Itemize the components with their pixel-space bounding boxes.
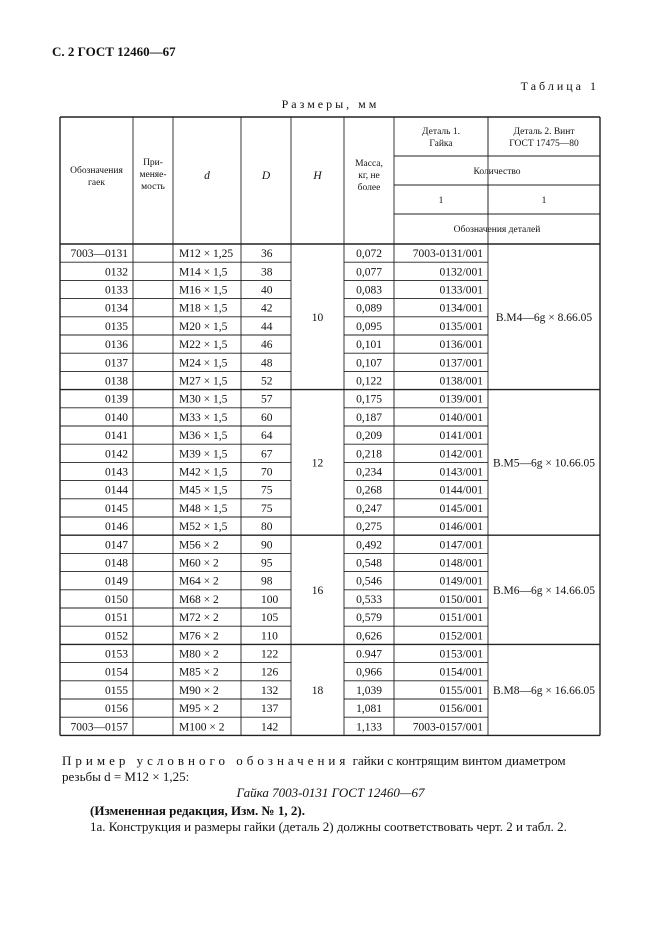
screw-designation-cell: B.M4—6g × 8.66.05 xyxy=(495,311,593,324)
mass-cell: 0,548 xyxy=(356,557,382,570)
height-H-cell: 10 xyxy=(311,311,324,324)
mass-cell: 0,095 xyxy=(356,320,382,333)
mass-cell: 0,247 xyxy=(356,502,382,515)
designation-cell: 7003—0157 xyxy=(70,721,128,734)
part1-designation-cell: 0144/001 xyxy=(439,484,483,497)
outer-diameter-cell: 98 xyxy=(261,575,273,588)
designation-cell: 0138 xyxy=(105,375,128,388)
header-D: D xyxy=(261,170,271,182)
thread-d-cell: M52 × 1,5 xyxy=(179,521,228,534)
thread-d-cell: M48 × 1,5 xyxy=(179,502,228,515)
outer-diameter-cell: 57 xyxy=(261,393,273,406)
outer-diameter-cell: 95 xyxy=(261,557,273,570)
outer-diameter-cell: 80 xyxy=(261,521,273,534)
mass-cell: 0,175 xyxy=(356,393,382,406)
example-text: гайки с контрящим винтом диаметром резьбы d = M12 × 1,25: xyxy=(62,753,566,784)
header-detail2: Деталь 2. Винт xyxy=(513,127,575,137)
part1-designation-cell: 0134/001 xyxy=(439,302,483,315)
table-number: Таблица 1 xyxy=(520,79,599,93)
mass-cell: 0,187 xyxy=(356,411,382,424)
mass-cell: 0,275 xyxy=(356,521,382,534)
outer-diameter-cell: 38 xyxy=(261,266,273,279)
designation-cell: 0154 xyxy=(105,666,128,679)
screw-designation-cell: B.M6—6g × 14.66.05 xyxy=(492,584,596,597)
part1-designation-cell: 0137/001 xyxy=(439,357,483,370)
part1-designation-cell: 0146/001 xyxy=(439,521,483,534)
mass-cell: 0,107 xyxy=(356,357,382,370)
outer-diameter-cell: 48 xyxy=(261,357,273,370)
table-units: Размеры, мм xyxy=(281,97,380,111)
mass-cell: 0,083 xyxy=(356,284,382,297)
mass-cell: 0,966 xyxy=(356,666,382,679)
header-mass: Масса, xyxy=(355,159,383,169)
designation-cell: 0152 xyxy=(105,630,128,643)
outer-diameter-cell: 42 xyxy=(261,302,273,315)
designation-cell: 0140 xyxy=(105,411,128,424)
part1-designation-cell: 0133/001 xyxy=(439,284,483,297)
designation-cell: 0137 xyxy=(105,357,128,370)
part1-designation-cell: 0148/001 xyxy=(439,557,483,570)
screw-designation-cell: B.M8—6g × 16.66.05 xyxy=(492,684,596,697)
mass-cell: 0,122 xyxy=(356,375,382,388)
screw-designation-cell: B.M5—6g × 10.66.05 xyxy=(492,457,596,470)
example-paragraph xyxy=(62,753,602,785)
header-detail2: ГОСТ 17475—80 xyxy=(509,139,579,149)
mass-cell: 0,626 xyxy=(356,630,382,643)
outer-diameter-cell: 75 xyxy=(261,502,273,515)
designation-cell: 0151 xyxy=(105,612,128,625)
designation-cell: 0147 xyxy=(105,539,128,552)
outer-diameter-cell: 100 xyxy=(261,593,279,606)
mass-cell: 0,218 xyxy=(356,448,382,461)
designation-cell: 0155 xyxy=(105,684,128,697)
mass-cell: 0,072 xyxy=(356,248,382,261)
outer-diameter-cell: 36 xyxy=(261,248,273,261)
header-qty1: 1 xyxy=(438,196,444,206)
outer-diameter-cell: 132 xyxy=(261,684,279,697)
header-qty2: 1 xyxy=(541,196,547,206)
designation-cell: 0153 xyxy=(105,648,128,661)
thread-d-cell: M64 × 2 xyxy=(179,575,219,588)
designation-cell: 0150 xyxy=(105,593,128,606)
part1-designation-cell: 0141/001 xyxy=(439,430,483,443)
thread-d-cell: M60 × 2 xyxy=(179,557,219,570)
header-d: d xyxy=(204,170,210,182)
header-detail1: Деталь 1. xyxy=(422,127,460,137)
part1-designation-cell: 0153/001 xyxy=(439,648,483,661)
thread-d-cell: M72 × 2 xyxy=(179,612,219,625)
mass-cell: 0.947 xyxy=(356,648,382,661)
designation-cell: 0156 xyxy=(105,703,128,716)
part1-designation-cell: 0147/001 xyxy=(439,539,483,552)
part1-designation-cell: 7003-0157/001 xyxy=(412,721,483,734)
designation-cell: 0142 xyxy=(105,448,128,461)
header-H: H xyxy=(313,170,322,182)
mass-cell: 1,133 xyxy=(356,721,382,734)
part1-designation-cell: 0155/001 xyxy=(439,684,483,697)
height-H-cell: 12 xyxy=(311,457,324,470)
thread-d-cell: M16 × 1,5 xyxy=(179,284,228,297)
designation-cell: 0144 xyxy=(105,484,128,497)
thread-d-cell: M95 × 2 xyxy=(179,703,219,716)
outer-diameter-cell: 40 xyxy=(261,284,273,297)
thread-d-cell: M27 × 1,5 xyxy=(179,375,228,388)
designation-cell: 0145 xyxy=(105,502,128,515)
mass-cell: 0,209 xyxy=(356,430,382,443)
header-designation: Обозначения xyxy=(70,166,123,176)
mass-cell: 0,234 xyxy=(356,466,382,479)
part1-designation-cell: 0156/001 xyxy=(439,703,483,716)
part1-designation-cell: 0154/001 xyxy=(439,666,483,679)
mass-cell: 1,081 xyxy=(356,703,382,716)
header-applicability: меняе- xyxy=(139,170,167,180)
part1-designation-cell: 0145/001 xyxy=(439,502,483,515)
part1-designation-cell: 0138/001 xyxy=(439,375,483,388)
part1-designation-cell: 0135/001 xyxy=(439,320,483,333)
outer-diameter-cell: 142 xyxy=(261,721,279,734)
height-H-cell: 18 xyxy=(311,684,324,697)
header-mass: кг, не xyxy=(358,171,380,181)
thread-d-cell: M42 × 1,5 xyxy=(179,466,228,479)
thread-d-cell: M20 × 1,5 xyxy=(179,320,228,333)
header-applicability: При- xyxy=(143,158,163,168)
designation-cell: 0139 xyxy=(105,393,128,406)
thread-d-cell: M39 × 1,5 xyxy=(179,448,228,461)
designation-cell: 0135 xyxy=(105,320,128,333)
part1-designation-cell: 7003-0131/001 xyxy=(412,248,483,261)
example-intro: Пример условного обозначения xyxy=(62,753,350,768)
outer-diameter-cell: 90 xyxy=(261,539,273,552)
part1-designation-cell: 0150/001 xyxy=(439,593,483,606)
outer-diameter-cell: 64 xyxy=(261,430,273,443)
designation-cell: 0134 xyxy=(105,302,128,315)
thread-d-cell: M90 × 2 xyxy=(179,684,219,697)
clause-1a: 1а. Конструкция и размеры гайки (деталь 2) должны соответствовать черт. 2 и табл. 2. xyxy=(90,819,567,834)
thread-d-cell: M22 × 1,5 xyxy=(179,339,228,352)
outer-diameter-cell: 67 xyxy=(261,448,273,461)
thread-d-cell: M36 × 1,5 xyxy=(179,430,228,443)
part1-designation-cell: 0142/001 xyxy=(439,448,483,461)
outer-diameter-cell: 75 xyxy=(261,484,273,497)
thread-d-cell: M30 × 1,5 xyxy=(179,393,228,406)
part1-designation-cell: 0140/001 xyxy=(439,411,483,424)
part1-designation-cell: 0136/001 xyxy=(439,339,483,352)
designation-cell: 0132 xyxy=(105,266,128,279)
mass-cell: 0,492 xyxy=(356,539,382,552)
mass-cell: 0,268 xyxy=(356,484,382,497)
thread-d-cell: M100 × 2 xyxy=(179,721,225,734)
example-designation: Гайка 7003-0131 ГОСТ 12460—67 xyxy=(236,785,425,800)
outer-diameter-cell: 70 xyxy=(261,466,273,479)
mass-cell: 0,101 xyxy=(356,339,382,352)
header-detail1: Гайка xyxy=(429,139,453,149)
designation-cell: 0133 xyxy=(105,284,128,297)
header-quantity: Количество xyxy=(473,167,521,177)
thread-d-cell: M76 × 2 xyxy=(179,630,219,643)
thread-d-cell: M68 × 2 xyxy=(179,593,219,606)
part1-designation-cell: 0149/001 xyxy=(439,575,483,588)
header-part-designations: Обозначения деталей xyxy=(453,225,541,235)
designation-cell: 0141 xyxy=(105,430,128,443)
mass-cell: 0,077 xyxy=(356,266,382,279)
thread-d-cell: M45 × 1,5 xyxy=(179,484,228,497)
mass-cell: 0,546 xyxy=(356,575,382,588)
page-header: С. 2 ГОСТ 12460—67 xyxy=(52,44,176,59)
outer-diameter-cell: 137 xyxy=(261,703,279,716)
outer-diameter-cell: 44 xyxy=(261,320,273,333)
outer-diameter-cell: 46 xyxy=(261,339,273,352)
part1-designation-cell: 0143/001 xyxy=(439,466,483,479)
header-mass: более xyxy=(357,183,381,193)
outer-diameter-cell: 110 xyxy=(261,630,278,643)
mass-cell: 0,533 xyxy=(356,593,382,606)
thread-d-cell: M33 × 1,5 xyxy=(179,411,228,424)
mass-cell: 0,089 xyxy=(356,302,382,315)
mass-cell: 0,579 xyxy=(356,612,382,625)
thread-d-cell: M14 × 1,5 xyxy=(179,266,228,279)
part1-designation-cell: 0152/001 xyxy=(439,630,483,643)
height-H-cell: 16 xyxy=(311,584,324,597)
amendment-note: (Измененная редакция, Изм. № 1, 2). xyxy=(90,803,305,818)
designation-cell: 0149 xyxy=(105,575,128,588)
thread-d-cell: M18 × 1,5 xyxy=(179,302,228,315)
part1-designation-cell: 0139/001 xyxy=(439,393,483,406)
outer-diameter-cell: 122 xyxy=(261,648,279,661)
designation-cell: 0143 xyxy=(105,466,128,479)
outer-diameter-cell: 52 xyxy=(261,375,273,388)
mass-cell: 1,039 xyxy=(356,684,382,697)
thread-d-cell: M56 × 2 xyxy=(179,539,219,552)
outer-diameter-cell: 126 xyxy=(261,666,279,679)
header-designation: гаек xyxy=(88,178,105,188)
thread-d-cell: M85 × 2 xyxy=(179,666,219,679)
designation-cell: 7003—0131 xyxy=(70,248,128,261)
designation-cell: 0148 xyxy=(105,557,128,570)
designation-cell: 0146 xyxy=(105,521,128,534)
thread-d-cell: M12 × 1,25 xyxy=(179,248,234,261)
outer-diameter-cell: 60 xyxy=(261,411,273,424)
thread-d-cell: M80 × 2 xyxy=(179,648,219,661)
header-applicability: мость xyxy=(141,182,165,192)
part1-designation-cell: 0151/001 xyxy=(439,612,483,625)
thread-d-cell: M24 × 1,5 xyxy=(179,357,228,370)
part1-designation-cell: 0132/001 xyxy=(439,266,483,279)
designation-cell: 0136 xyxy=(105,339,128,352)
outer-diameter-cell: 105 xyxy=(261,612,279,625)
